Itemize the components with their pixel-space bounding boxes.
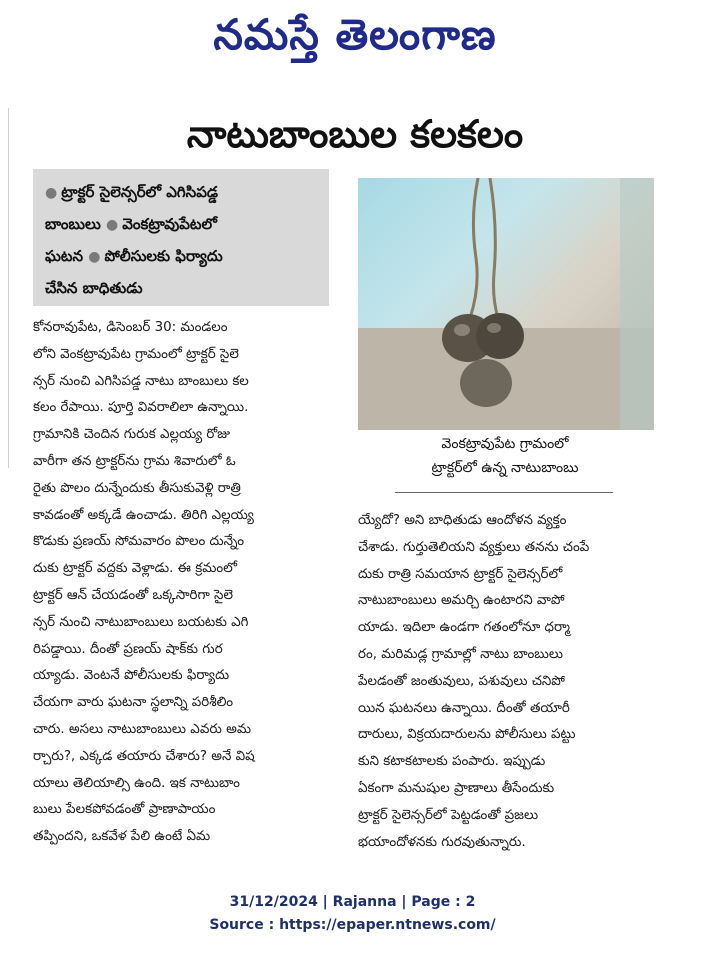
article-body-left-column (33, 315, 331, 851)
body-line: యాడు. ఇదిలా ఉండగా గతంలోనూ ధర్మా (358, 620, 570, 636)
masthead-title: నమస్తే తెలంగాణ (213, 10, 497, 59)
caption-line-2: ట్రాక్టర్‌లో ఉన్న నాటుబాంబు (431, 460, 579, 476)
body-line: న్సర్ నుంచి ఎగిసిపడ్డ నాటు బాంబులు కల (33, 373, 249, 389)
bullet-icon: ● (88, 249, 101, 265)
body-line: రం, మరిమడ్ల గ్రామాల్లో నాటు బాంబులు (358, 646, 564, 662)
bullet-icon: ● (106, 217, 119, 233)
article-headline: నాటుబాంబుల కలకలం (186, 112, 524, 156)
body-line: దుకు ట్రాక్టర్ వద్దకు వెళ్లాడు. ఈ క్రమంలో (33, 561, 237, 577)
footer-source-link[interactable]: Source : https://epaper.ntnews.com/ (209, 917, 496, 933)
summary-point-1b: బాంబులు (45, 215, 101, 233)
summary-line-1 (45, 177, 319, 209)
body-line: కావడంతో అక్కడే ఉంచాడు. తిరిగి ఎల్లయ్య (33, 507, 254, 523)
bullet-icon: ● (45, 185, 58, 201)
body-line: కోనరావుపేట, డిసెంబర్ 30: మండలం (33, 320, 228, 335)
body-line: కుని కటాకటాలకు పంపారు. ఇప్పుడు (358, 754, 546, 770)
page-edge-rule (8, 108, 9, 468)
body-line: రిపడ్డాయి. దీంతో ప్రణయ్ షాక్‌కు గుర (33, 641, 223, 657)
body-line: ఏకంగా మనుషుల ప్రాణాలు తీసేందుకు (358, 780, 555, 796)
article-body-right-column (358, 508, 654, 856)
body-line: తప్పిందని, ఒకవేళ పేలి ఉంటే ఏమ (33, 829, 211, 845)
caption-line-1: వెంకట్రావుపేట గ్రామంలో (441, 436, 569, 452)
body-line: ర్చారు?, ఎక్కడ తయారు చేశారు? అనే విష (33, 748, 255, 764)
body-line: చేయగా వారు ఘటనా స్థలాన్ని పరిశీలిం (33, 695, 234, 711)
body-line: చేశాడు. గుర్తుతెలియని వ్యక్తులు తనను చంపే (358, 539, 590, 555)
footer-date-edition: 31/12/2024 | Rajanna | Page : 2 (229, 894, 476, 910)
body-line: కలం రేపాయి. పూర్తి వివరాలిలా ఉన్నాయి. (33, 400, 249, 416)
caption-underline (395, 492, 613, 493)
body-line: గ్రామానికి చెందిన గురుక ఎల్లయ్య రోజు (33, 427, 231, 443)
body-line: దుకు రాత్రి సమయాన ట్రాక్టర్ సైలెన్సర్‌లో (358, 566, 563, 582)
body-line: లోని వెంకట్రావుపేట గ్రామంలో ట్రాక్టర్ సైలె (33, 346, 239, 362)
body-line: ట్రాక్టర్ సైలెన్సర్‌లో పెట్టడంతో ప్రజలు (358, 807, 539, 823)
body-line: వారీగా తన ట్రాక్టర్‌ను గ్రామ శివారులో ఓ (33, 453, 236, 469)
body-line: బులు పేలకపోవడంతో ప్రాణాపాయం (33, 802, 216, 818)
body-line: నాటుబాంబులు అమర్చి ఉంటారని వాపో (358, 593, 565, 609)
summary-point-2a: వెంకట్రావుపేటలో (122, 215, 217, 233)
body-line: ట్రాక్టర్ ఆన్ చేయడంతో ఒక్కసారిగా సైలె (33, 587, 233, 603)
photo-caption (376, 432, 634, 490)
newspaper-masthead (150, 8, 560, 72)
body-line: భయాందోళనకు గురవుతున్నారు. (358, 834, 526, 850)
summary-line-2 (45, 209, 319, 241)
body-line: యాలు తెలియాల్సి ఉంది. ఇక నాటుబాం (33, 775, 240, 791)
body-line: చారు. అసలు నాటుబాంబులు ఎవరు అమ (33, 721, 252, 737)
summary-line-3 (45, 241, 319, 273)
summary-point-3a: పోలీసులకు ఫిర్యాదు (104, 247, 223, 265)
body-line: కొడుకు ప్రణయ్ సోమవారం పొలం దున్నేం (33, 534, 244, 550)
body-line: య్యాడు. వెంటనే పోలీసులకు ఫిర్యాదు (33, 668, 230, 684)
summary-box (33, 169, 329, 306)
summary-point-2b: ఘటన (45, 247, 83, 265)
body-line: యిన ఘటనలు ఉన్నాయి. దీంతో తయారీ (358, 700, 570, 716)
body-line: దారులు, విక్రయదారులను పోలీసులు పట్టు (358, 727, 576, 743)
body-line: పేలడంతో జంతువులు, పశువులు చనిపో (358, 673, 565, 689)
summary-point-1a: ట్రాక్టర్ సైలెన్సర్‌లో ఎగిసిపడ్డ (61, 183, 218, 201)
body-line: న్సర్ నుంచి నాటుబాంబులు బయటకు ఎగి (33, 614, 249, 630)
summary-line-4 (45, 273, 319, 304)
summary-point-3b: చేసిన బాధితుడు (45, 279, 143, 297)
body-line: రైతు పొలం దున్నేందుకు తీసుకువెళ్లి రాత్రి (33, 480, 241, 496)
body-line: య్యేదో? అని బాధితుడు ఆందోళన వ్యక్తం (358, 513, 567, 528)
country-bomb-illustration (358, 178, 654, 430)
news-photo-country-bomb (358, 178, 654, 430)
